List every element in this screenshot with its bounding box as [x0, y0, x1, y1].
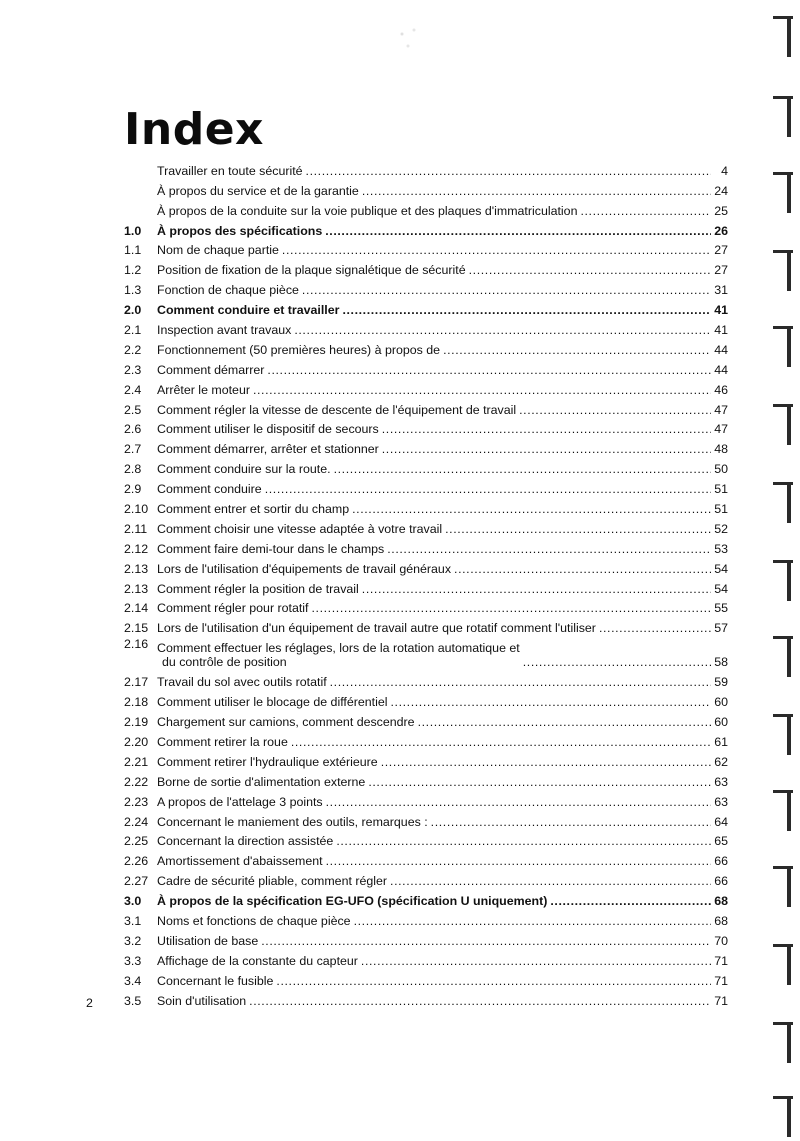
toc-title: Comment utiliser le blocage de différentiel — [157, 695, 388, 710]
toc-page: 51 — [714, 482, 728, 497]
toc-number: 3.5 — [124, 993, 142, 1008]
toc-page: 66 — [714, 854, 728, 869]
dot-leader — [361, 954, 711, 968]
toc-entry[interactable] — [124, 709, 728, 729]
toc-title: Affichage de la constante du capteur — [157, 953, 358, 968]
toc-page: 61 — [714, 734, 728, 749]
toc-number: 2.13 — [124, 581, 149, 596]
toc-title: Inspection avant travaux — [157, 323, 292, 338]
dot-leader — [469, 263, 711, 277]
toc-page: 70 — [714, 933, 728, 948]
dot-leader — [261, 934, 711, 948]
toc-page: 57 — [714, 621, 728, 636]
toc-page: 46 — [714, 382, 728, 397]
dot-leader — [334, 462, 711, 476]
toc-page: 68 — [714, 913, 728, 928]
toc-entry[interactable] — [124, 178, 728, 198]
dot-leader — [330, 675, 711, 689]
toc-entry[interactable] — [124, 317, 728, 337]
toc-title: À propos de la spécification EG-UFO (spécification U uniquement) — [157, 894, 548, 909]
toc-section-heading[interactable] — [124, 297, 728, 317]
toc-title: Borne de sortie d'alimentation externe — [157, 774, 366, 789]
toc-number: 1.2 — [124, 263, 142, 278]
toc-number: 1.1 — [124, 243, 142, 258]
toc-title: Nom de chaque partie — [157, 243, 279, 258]
toc-number: 2.22 — [124, 774, 149, 789]
toc-section-heading[interactable] — [124, 218, 728, 238]
toc-number: 2.4 — [124, 382, 142, 397]
dot-leader — [362, 582, 711, 596]
toc-page: 54 — [714, 561, 728, 576]
toc-entry[interactable] — [124, 277, 728, 297]
toc-page: 44 — [714, 342, 728, 357]
toc-title: Comment conduire et travailler — [157, 303, 340, 318]
dot-leader — [418, 715, 711, 729]
toc-entry[interactable] — [124, 596, 728, 616]
toc-number: 2.13 — [124, 561, 149, 576]
toc-page: 27 — [714, 263, 728, 278]
toc-title: Comment retirer l'hydraulique extérieure — [157, 754, 378, 769]
toc-title: Comment conduire — [157, 482, 262, 497]
toc-page: 48 — [714, 442, 728, 457]
toc-entry[interactable] — [124, 417, 728, 437]
toc-number: 3.1 — [124, 913, 142, 928]
toc-title: Comment choisir une vitesse adaptée à votre travail — [157, 521, 443, 536]
toc-entry[interactable] — [124, 576, 728, 596]
dot-leader — [312, 601, 711, 615]
dot-leader — [276, 974, 711, 988]
toc-number: 2.10 — [124, 502, 149, 517]
toc-entry[interactable] — [124, 456, 728, 476]
toc-title: Travail du sol avec outils rotatif — [157, 675, 327, 690]
table-of-contents — [124, 158, 728, 1008]
toc-page: 4 — [721, 163, 728, 178]
toc-number: 2.16 — [124, 637, 149, 652]
toc-title: Travailler en toute sécurité — [157, 163, 303, 178]
toc-title: Comment régler pour rotatif — [157, 601, 309, 616]
toc-page: 27 — [714, 243, 728, 258]
dot-leader — [291, 735, 711, 749]
toc-number: 2.19 — [124, 715, 149, 730]
toc-number: 2.14 — [124, 601, 149, 616]
toc-title: Comment conduire sur la route. — [157, 462, 331, 477]
toc-entry[interactable] — [124, 158, 728, 178]
toc-page: 71 — [714, 973, 728, 988]
dot-leader — [336, 834, 711, 848]
dot-leader — [265, 482, 711, 496]
toc-entry[interactable] — [124, 476, 728, 496]
dot-leader — [454, 562, 711, 576]
toc-title: Comment entrer et sortir du champ — [157, 502, 350, 517]
dot-leader — [445, 522, 711, 536]
toc-title: Concernant la direction assistée — [157, 834, 334, 849]
dot-leader — [294, 323, 711, 337]
dot-leader — [326, 854, 711, 868]
toc-title: À propos des spécifications — [157, 223, 323, 238]
toc-page: 66 — [714, 874, 728, 889]
toc-page: 41 — [714, 303, 728, 318]
toc-page: 60 — [714, 695, 728, 710]
toc-title: Comment régler la vitesse de descente de l'équipement de travail — [157, 402, 517, 417]
toc-entry[interactable] — [124, 948, 728, 968]
toc-number: 2.25 — [124, 834, 149, 849]
toc-title: Comment régler la position de travail — [157, 581, 359, 596]
toc-entry[interactable] — [124, 908, 728, 928]
toc-entry[interactable] — [124, 789, 728, 809]
dot-leader — [519, 403, 711, 417]
toc-entry[interactable] — [124, 749, 728, 769]
toc-number: 2.21 — [124, 754, 149, 769]
dot-leader — [523, 655, 711, 669]
toc-entry[interactable] — [124, 397, 728, 417]
toc-number: 1.0 — [124, 223, 142, 238]
dot-leader — [390, 874, 711, 888]
toc-page: 71 — [714, 993, 728, 1008]
toc-number: 2.23 — [124, 794, 149, 809]
toc-number: 2.1 — [124, 323, 142, 338]
toc-page: 62 — [714, 754, 728, 769]
toc-page: 41 — [714, 323, 728, 338]
dot-leader — [352, 502, 711, 516]
toc-entry[interactable] — [124, 337, 728, 357]
toc-entry[interactable] — [124, 536, 728, 556]
toc-number: 2.20 — [124, 734, 149, 749]
toc-page: 50 — [714, 462, 728, 477]
toc-entry[interactable] — [124, 615, 728, 635]
toc-number: 2.27 — [124, 874, 149, 889]
toc-number: 3.3 — [124, 953, 142, 968]
toc-title: Position de fixation de la plaque signalétique de sécurité — [157, 263, 466, 278]
scan-speck — [378, 18, 438, 58]
toc-entry[interactable] — [124, 635, 728, 669]
toc-number: 2.2 — [124, 342, 142, 357]
toc-title: Arrêter le moteur — [157, 382, 250, 397]
toc-title: Fonctionnement (50 premières heures) à propos de — [157, 342, 441, 357]
toc-entry[interactable] — [124, 357, 728, 377]
toc-number: 2.0 — [124, 303, 142, 318]
toc-title: Comment effectuer les réglages, lors de la rotation automatique et — [157, 641, 520, 656]
toc-title: Comment utiliser le dispositif de secours — [157, 422, 379, 437]
toc-entry[interactable] — [124, 238, 728, 258]
toc-page: 60 — [714, 715, 728, 730]
dot-leader — [580, 204, 711, 218]
dot-leader — [249, 994, 711, 1008]
toc-number: 2.9 — [124, 482, 142, 497]
toc-title: Soin d'utilisation — [157, 993, 247, 1008]
dot-leader — [354, 914, 711, 928]
toc-number: 1.3 — [124, 283, 142, 298]
toc-number: 2.12 — [124, 541, 149, 556]
toc-number: 3.0 — [124, 894, 142, 909]
toc-number: 2.26 — [124, 854, 149, 869]
toc-entry[interactable] — [124, 689, 728, 709]
binding-holes — [769, 0, 797, 1141]
toc-page: 47 — [714, 422, 728, 437]
toc-page: 55 — [714, 601, 728, 616]
dot-leader — [325, 224, 711, 238]
toc-page: 65 — [714, 834, 728, 849]
dot-leader — [550, 894, 711, 908]
toc-title: Utilisation de base — [157, 933, 259, 948]
toc-title: Lors de l'utilisation d'équipements de travail généraux — [157, 561, 452, 576]
toc-entry[interactable] — [124, 729, 728, 749]
toc-page: 44 — [714, 362, 728, 377]
toc-number: 2.17 — [124, 675, 149, 690]
dot-leader — [368, 775, 711, 789]
dot-leader — [326, 795, 711, 809]
toc-number: 2.11 — [124, 521, 148, 536]
toc-title: Comment retirer la roue — [157, 734, 288, 749]
toc-number: 2.3 — [124, 362, 142, 377]
toc-page: 26 — [714, 223, 728, 238]
toc-title: Comment démarrer, arrêter et stationner — [157, 442, 379, 457]
toc-number: 2.18 — [124, 695, 149, 710]
toc-page: 59 — [714, 675, 728, 690]
dot-leader — [382, 422, 711, 436]
toc-page: 58 — [714, 655, 728, 670]
toc-title: Comment démarrer — [157, 362, 265, 377]
dot-leader — [381, 755, 711, 769]
toc-title: À propos de la conduite sur la voie publique et des plaques d'immatriculation — [157, 203, 578, 218]
toc-entry[interactable] — [124, 829, 728, 849]
toc-entry[interactable] — [124, 968, 728, 988]
toc-number: 2.7 — [124, 442, 142, 457]
toc-section-heading[interactable] — [124, 888, 728, 908]
dot-leader — [306, 164, 711, 178]
toc-entry[interactable] — [124, 377, 728, 397]
dot-leader — [267, 363, 711, 377]
binding-holes-graphic — [769, 0, 797, 1141]
dot-leader — [253, 383, 711, 397]
toc-title: Chargement sur camions, comment descendre — [157, 715, 415, 730]
dot-leader — [362, 184, 711, 198]
toc-title: A propos de l'attelage 3 points — [157, 794, 323, 809]
page-number: 2 — [86, 996, 93, 1010]
toc-page: 53 — [714, 541, 728, 556]
dot-leader — [443, 343, 711, 357]
toc-page: 25 — [714, 203, 728, 218]
toc-entry[interactable] — [124, 257, 728, 277]
toc-page: 63 — [714, 794, 728, 809]
toc-number: 2.5 — [124, 402, 142, 417]
toc-page: 71 — [714, 953, 728, 968]
toc-page: 51 — [714, 502, 728, 517]
toc-entry[interactable] — [124, 436, 728, 456]
toc-entry[interactable] — [124, 928, 728, 948]
toc-entry[interactable] — [124, 669, 728, 689]
toc-page: 63 — [714, 774, 728, 789]
toc-entry[interactable] — [124, 809, 728, 829]
toc-title: À propos du service et de la garantie — [157, 183, 359, 198]
dot-leader — [382, 442, 711, 456]
dot-leader — [431, 815, 711, 829]
dot-leader — [282, 243, 711, 257]
toc-page: 52 — [714, 521, 728, 536]
toc-entry[interactable] — [124, 556, 728, 576]
toc-title: Lors de l'utilisation d'un équipement de travail autre que rotatif comment l'utiliser — [157, 621, 596, 636]
toc-entry[interactable] — [124, 496, 728, 516]
toc-number: 2.8 — [124, 462, 142, 477]
toc-title: Concernant le fusible — [157, 973, 274, 988]
toc-title: Comment faire demi-tour dans le champs — [157, 541, 385, 556]
toc-page: 64 — [714, 814, 728, 829]
toc-title-continuation: du contrôle de position — [162, 655, 287, 670]
toc-title: Noms et fonctions de chaque pièce — [157, 913, 351, 928]
toc-title: Cadre de sécurité pliable, comment régler — [157, 874, 388, 889]
toc-entry[interactable] — [124, 848, 728, 868]
toc-page: 24 — [714, 183, 728, 198]
toc-page: 54 — [714, 581, 728, 596]
toc-title: Amortissement d'abaissement — [157, 854, 323, 869]
toc-entry[interactable] — [124, 988, 728, 1008]
toc-page: 68 — [714, 894, 728, 909]
page-title: Index — [124, 104, 264, 155]
toc-page: 31 — [714, 283, 728, 298]
dot-leader — [387, 542, 711, 556]
toc-entry[interactable] — [124, 769, 728, 789]
toc-number: 2.24 — [124, 814, 149, 829]
toc-number: 2.15 — [124, 621, 149, 636]
toc-title: Fonction de chaque pièce — [157, 283, 299, 298]
toc-entry[interactable] — [124, 868, 728, 888]
dot-leader — [302, 283, 711, 297]
toc-entry[interactable] — [124, 516, 728, 536]
toc-page: 47 — [714, 402, 728, 417]
dot-leader — [391, 695, 712, 709]
toc-number: 3.4 — [124, 973, 142, 988]
toc-title: Concernant le maniement des outils, remarques : — [157, 814, 428, 829]
toc-number: 3.2 — [124, 933, 142, 948]
dot-leader — [599, 621, 711, 635]
toc-number: 2.6 — [124, 422, 142, 437]
toc-entry[interactable] — [124, 198, 728, 218]
dot-leader — [342, 303, 711, 317]
